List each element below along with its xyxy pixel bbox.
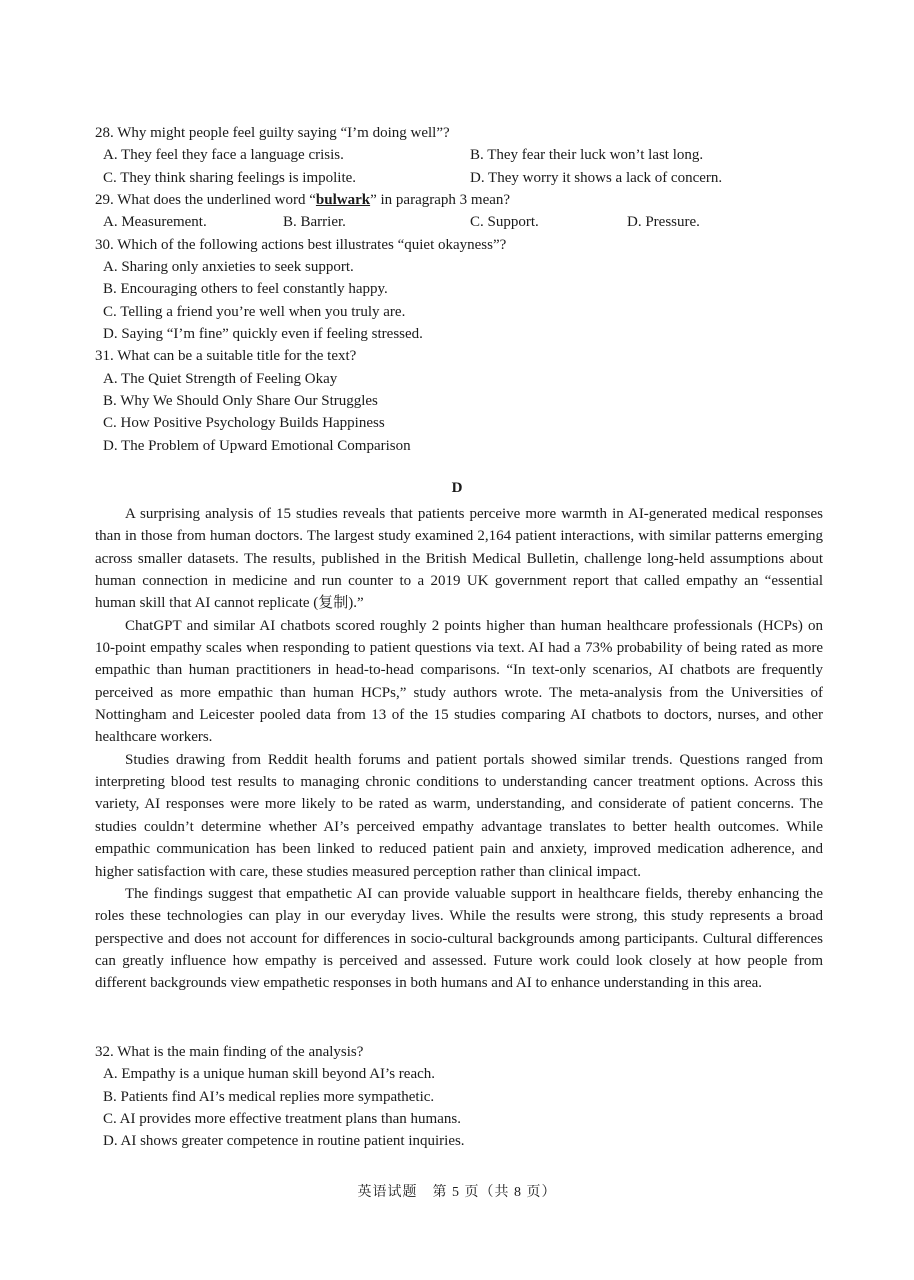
questions-28-31 [95,122,823,457]
option-a: A. Sharing only anxieties to seek support. [103,259,354,276]
question-number: 28. [95,125,114,141]
question-number: 30. [95,236,114,253]
question-stem: What is the main finding of the analysis? [117,1044,364,1060]
question-30 [95,234,823,256]
option-d: D. AI shows greater competence in routine patient inquiries. [103,1133,465,1150]
option-c: C. How Positive Psychology Builds Happiness [103,415,385,432]
question-stem: Which of the following actions best illustrates “quiet okayness”? [117,236,507,253]
paragraph-3: Studies drawing from Reddit health forums and patient portals showed similar trends. Questions ranged from interpreting blood test results to managing chronic conditions to understanding cancer treatment options. Across this variety, AI responses were more likely to be rated as warm, understanding, and considerate of patient concerns. The studies couldn’t determine whether AI’s perceived empathy advantage translates to better health outcomes. While empathic communication has been linked to reduced patient pain and anxiety, improved medication adherence, and higher satisfaction with care, these studies measured perception rather than clinical impact. [95,751,823,880]
question-number: 31. [95,348,114,365]
option-b: B. Patients find AI’s medical replies more sympathetic. [103,1088,435,1105]
passage-d [95,503,823,995]
option-c: C. They think sharing feelings is impolite. [103,169,357,186]
option-c: C. Telling a friend you’re well when you truly are. [103,303,406,320]
option-d: D. They worry it shows a lack of concern. [470,169,723,186]
option-a: A. Empathy is a unique human skill beyond AI’s reach. [103,1066,436,1083]
question-32 [95,1041,823,1153]
option-b: B. Encouraging others to feel constantly happy. [103,281,388,298]
question-28 [95,122,823,144]
section-heading: D [451,480,463,496]
option-d: D. The Problem of Upward Emotional Comparison [103,437,411,454]
question-stem: What does the underlined word “ [117,192,316,209]
paragraph-2: ChatGPT and similar AI chatbots scored roughly 2 points higher than human healthcare professionals (HCPs) on 10-point empathy scales when responding to patient questions via text. AI had a 73% probability of being rated as more empathic than human practitioners in head-to-head comparisons. “In text-only scenarios, AI chatbots are frequently perceived as more empathic than human HCPs,” study authors wrote. The meta-analysis from the Universities of Nottingham and Leicester pooled data from 13 of the 15 studies comparing AI chatbots to doctors, nurses, and other healthcare workers. [95,617,823,746]
option-d: D. Saying “I’m fine” quickly even if feeling stressed. [103,326,423,343]
question-stem: Why might people feel guilty saying “I’m doing well”? [117,125,450,141]
question-29 [95,189,823,211]
question-stem: What can be a suitable title for the text? [117,348,357,365]
option-a: A. Measurement. [103,214,207,231]
underlined-word: bulwark [315,192,371,209]
question-31 [95,345,823,367]
option-a: A. They feel they face a language crisis. [103,147,344,164]
question-stem-end: ” in paragraph 3 mean? [370,192,511,209]
option-d: D. Pressure. [627,214,700,231]
option-b: B. Why We Should Only Share Our Struggles [103,393,378,410]
question-32-stem [95,1041,823,1063]
paragraph-4: The findings suggest that empathetic AI can provide valuable support in healthcare fields, thereby enhancing the roles these technologies can play in our everyday lives. While the results were strong, this study represents a broad perspective and does not account for differences in socio-cultural backgrounds among participants. Cultural differences can greatly influence how empathy is perceived and assessed. Future work could look closely at how people from different backgrounds view empathetic responses in both humans and AI to enhance understanding in this area. [95,885,823,992]
question-number: 32. [95,1044,114,1060]
option-b: B. Barrier. [283,214,346,231]
option-c: C. Support. [470,214,539,231]
option-a: A. The Quiet Strength of Feeling Okay [103,370,338,387]
page-footer: 英语试题 第 5 页（共 8 页） [357,1185,557,1200]
option-c: C. AI provides more effective treatment plans than humans. [103,1111,461,1128]
paragraph-1: A surprising analysis of 15 studies reveals that patients perceive more warmth in AI-generated medical responses than in those from human doctors. The largest study examined 2,164 patient interactions, with similar patterns emerging across smaller datasets. The results, published in the British Medical Bulletin, challenge long-held assumptions about human connection in medicine and run counter to a 2019 UK government report that called empathy an “essential human skill that AI cannot replicate (复制).” [95,506,823,612]
option-b: B. They fear their luck won’t last long. [470,147,704,164]
question-number: 29. [95,192,114,209]
